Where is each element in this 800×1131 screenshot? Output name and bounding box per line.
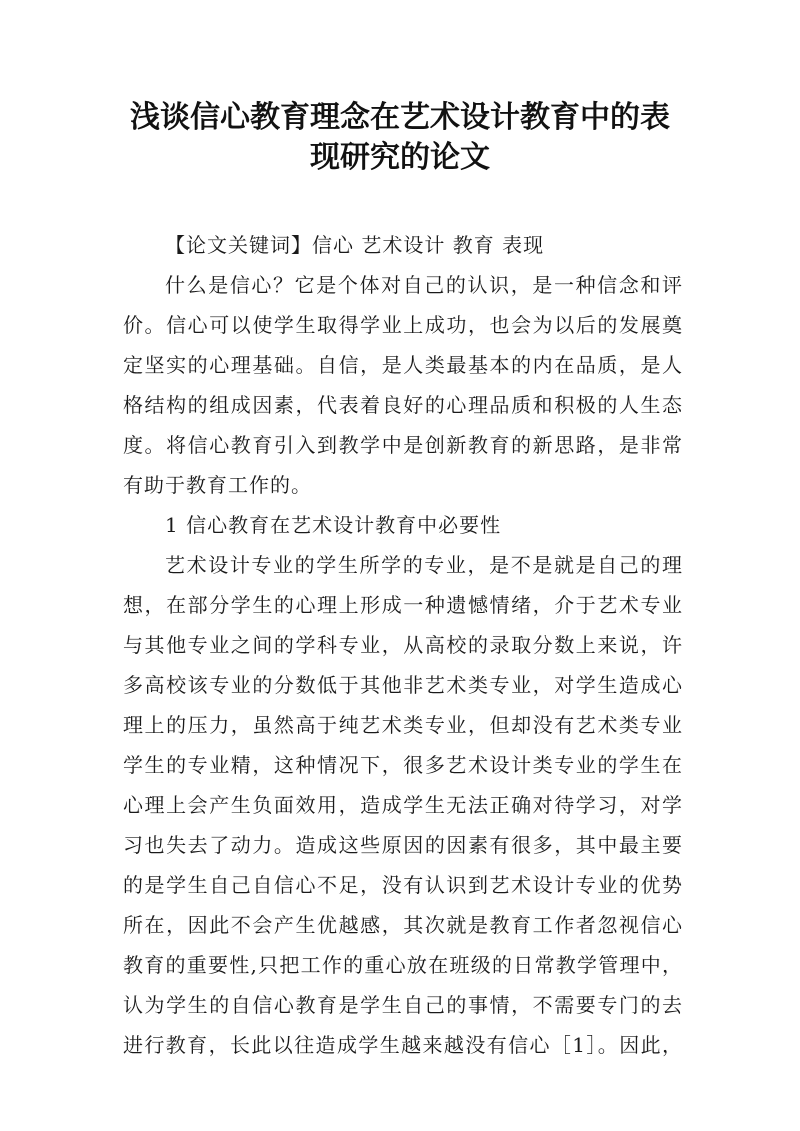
paragraph-line: 心理上会产生负面效用，造成学生无法正确对待学习，对学	[123, 793, 683, 817]
document-title	[110, 98, 690, 178]
paragraph-1	[123, 265, 683, 505]
paragraph-line: 定坚实的心理基础。自信，是人类最基本的内在品质，是人	[123, 353, 683, 377]
paragraph-line: 格结构的组成因素，代表着良好的心理品质和积极的人生态	[123, 393, 683, 417]
title-line-1: 浅谈信心教育理念在艺术设计教育中的表	[130, 100, 670, 135]
paragraph-line: 多高校该专业的分数低于其他非艺术类专业，对学生造成心	[123, 673, 683, 697]
paragraph-line: 进行教育，长此以往造成学生越来越没有信心［1］。因此，	[123, 1033, 683, 1057]
paragraph-line: 的是学生自己自信心不足，没有认识到艺术设计专业的优势	[123, 873, 683, 897]
keywords-line: 【论文关键词】信心 艺术设计 教育 表现	[165, 233, 545, 257]
paragraph-line: 艺术设计专业的学生所学的专业，是不是就是自己的理	[165, 553, 683, 577]
paragraph-line: 想，在部分学生的心理上形成一种遗憾情绪，介于艺术专业	[123, 593, 683, 617]
paragraph-2	[123, 545, 683, 1065]
paragraph-line: 所在，因此不会产生优越感，其次就是教育工作者忽视信心	[123, 913, 683, 937]
paragraph-line: 与其他专业之间的学科专业，从高校的录取分数上来说，许	[123, 633, 683, 657]
paragraph-line: 认为学生的自信心教育是学生自己的事情，不需要专门的去	[123, 993, 683, 1017]
paragraph-line: 理上的压力，虽然高于纯艺术类专业，但却没有艺术类专业	[123, 713, 683, 737]
paragraph-line: 习也失去了动力。造成这些原因的因素有很多，其中最主要	[123, 833, 683, 857]
paragraph-line: 学生的专业精，这种情况下，很多艺术设计类专业的学生在	[123, 753, 683, 777]
paragraph-line: 教育的重要性,只把工作的重心放在班级的日常教学管理中，	[123, 953, 683, 977]
paragraph-line: 价。信心可以使学生取得学业上成功，也会为以后的发展奠	[123, 313, 683, 337]
title-line-2: 现研究的论文	[310, 140, 490, 175]
paragraph-line: 有助于教育工作的。	[123, 473, 312, 497]
document-body	[123, 225, 683, 1065]
paragraph-line: 什么是信心？它是个体对自己的认识，是一种信念和评	[165, 273, 683, 297]
paragraph-line: 度。将信心教育引入到教学中是创新教育的新思路，是非常	[123, 433, 683, 457]
section-heading: 1 信心教育在艺术设计教育中必要性	[165, 513, 502, 537]
